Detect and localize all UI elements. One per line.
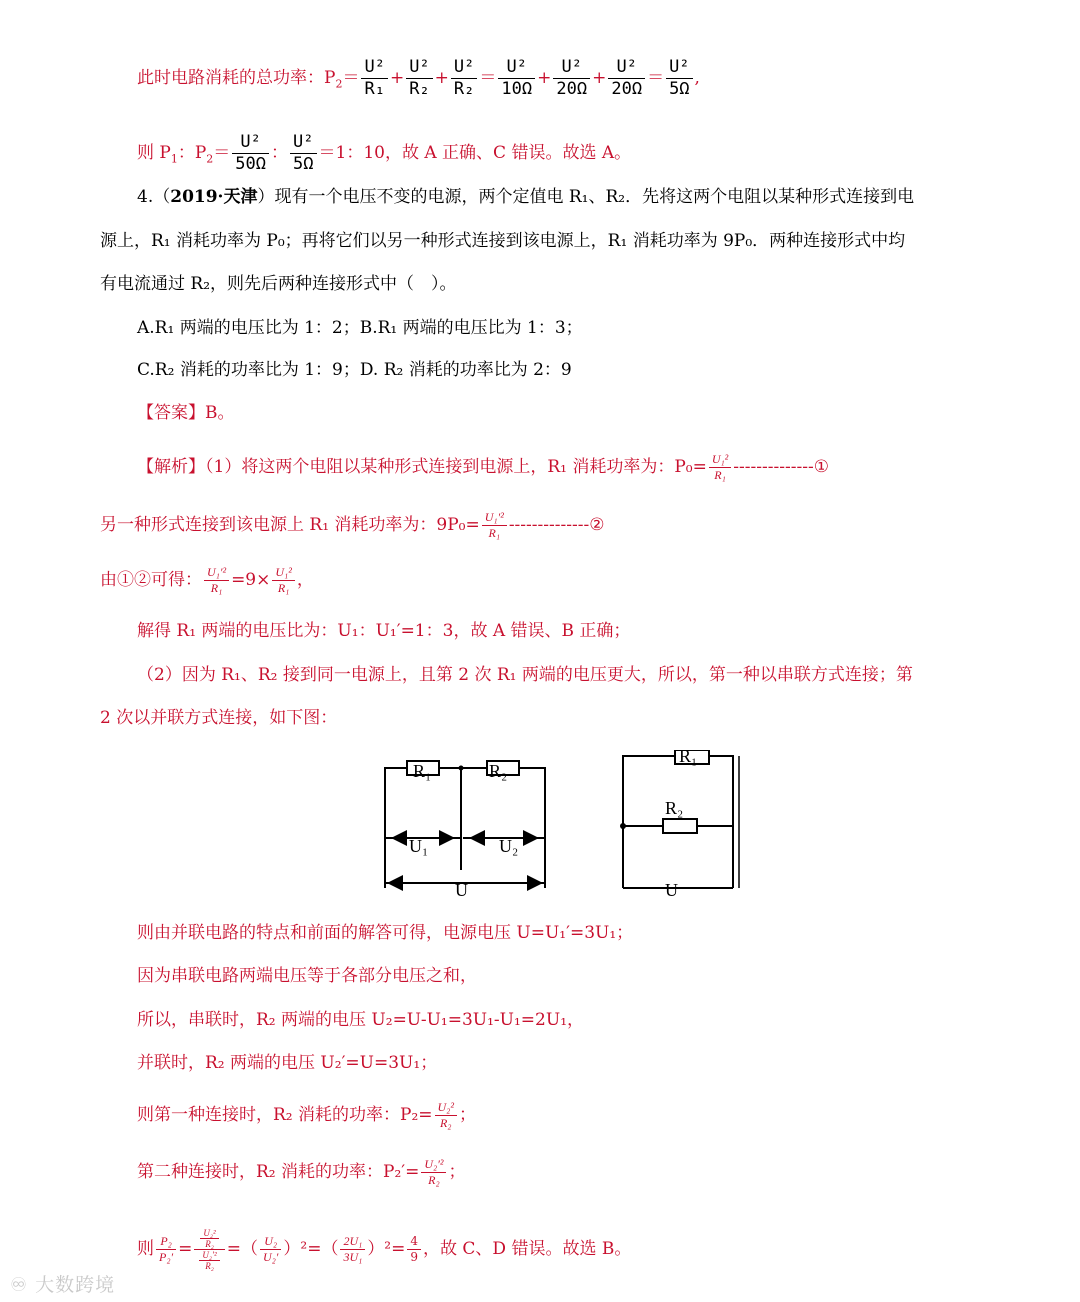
analysis-line-5: （2）因为 R₁、R₂ 接到同一电源上，且第 2 次 R₁ 两端的电压更大，所以，第一种以串联方式连接；第 (137, 665, 913, 685)
fraction: $\frac{\text{U²}}{50\Omega}$ (232, 132, 269, 175)
fraction: $\frac{\text{U₂²}}{\text{R₂}}$ (435, 1100, 457, 1131)
analysis-line-3: 由①②可得： $\frac{\text{U₁′²}}{\text{R₁}}$ =9× $\frac{\text{U₁²}}{\text{R₁}}$ ， (100, 565, 314, 595)
fraction: $\frac{\text{U²}}{\text{R₁}}$ (361, 57, 387, 100)
analysis-line-2: 另一种形式连接到该电源上 R₁ 消耗功率为：9P₀= $\frac{\text{U₁′²}}{\text{R₁}}$ --------------② (100, 510, 605, 540)
fraction: $\frac{\text{U²}}{10\Omega}$ (498, 57, 535, 100)
label-u2: U₂ (499, 836, 519, 856)
after-line-3: 所以，串联时，R₂ 两端的电压 U₂=U-U₁=3U₁-U₁=2U₁， (137, 1010, 585, 1030)
series-circuit (385, 761, 545, 888)
fraction: $\frac{\text{U²}}{\text{R₂}}$ (406, 57, 432, 100)
after-line-4: 并联时，R₂ 两端的电压 U₂′=U=3U₁； (137, 1053, 438, 1073)
fraction: $\frac{\text{P₂}}{\text{P₂′}}$ (156, 1234, 176, 1265)
after-line-7: 则 $\frac{\text{P₂}}{\text{P₂′}}$ = $\frac{\frac{\text{U₂²}}{\text{R₂}}}{\frac{\text{U₂′²}}{\text{R₂}}}$ =（ $\frac{\text{U₂}}{\text{U₂′}}$ ）²=（ $\frac{\text{2U₁}}{\text{3U₁}}$ ）²= $\frac{4}{9}$ ，故 C、D 错误。故选 B。 (137, 1228, 632, 1271)
fraction: $\frac{\text{U²}}{20\Omega}$ (553, 57, 590, 100)
watermark-logo-icon: ♾ (10, 1274, 29, 1296)
circuit-diagram (375, 750, 755, 900)
options-cd: C.R₂ 消耗的功率比为 1：9；D. R₂ 消耗的功率比为 2：9 (137, 360, 572, 380)
label-r2: R₂ (489, 761, 508, 781)
fraction: $\frac{\frac{\text{U₂²}}{\text{R₂}}}{\frac{\text{U₂′²}}{\text{R₂}}}$ (194, 1228, 224, 1271)
parallel-circuit (623, 750, 739, 888)
after-line-2: 因为串联电路两端电压等于各部分电压之和， (137, 966, 477, 986)
label-r2-parallel: R₂ (665, 798, 684, 818)
fraction: $\frac{\text{U₁′²}}{\text{R₁}}$ (204, 565, 229, 596)
fraction: $\frac{\text{U₁²}}{\text{R₁}}$ (272, 565, 294, 596)
question-source: 2019·天津 (170, 187, 258, 207)
fraction: $\frac{\text{U₁²}}{\text{R₁}}$ (709, 452, 731, 483)
power-ratio-line: 则 $P_1$：$P_2=$ $\frac{\text{U²}}{50\Omega}$ ： $\frac{\text{U²}}{5\Omega}$ ＝1：10，故 A 正确、C 错误。故选 A。 (137, 132, 632, 174)
question-line-2: 源上，R₁ 消耗功率为 P₀；再将它们以另一种形式连接到该电源上，R₁ 消耗功率为 9P₀．两种连接形式中均 (100, 231, 906, 251)
fraction: $\frac{\text{U₁′²}}{\text{R₁}}$ (482, 510, 507, 541)
fraction: $\frac{\text{U₂′²}}{\text{R₂}}$ (421, 1157, 446, 1188)
watermark: ♾ 大数跨境 (10, 1274, 116, 1296)
fraction: $\frac{4}{9}$ (407, 1234, 421, 1265)
analysis-line-1: 【解析】（1）将这两个电阻以某种形式连接到电源上，R₁ 消耗功率为：P₀= $\frac{\text{U₁²}}{\text{R₁}}$ --------------① (137, 452, 829, 482)
fraction: $\frac{\text{U²}}{5\Omega}$ (666, 57, 692, 100)
fraction: $\frac{\text{U²}}{20\Omega}$ (608, 57, 645, 100)
question-line-3: 有电流通过 R₂，则先后两种连接形式中（ ）。 (100, 274, 457, 294)
after-line-1: 则由并联电路的特点和前面的解答可得，电源电压 U=U₁′=3U₁； (137, 923, 634, 943)
fraction: $\frac{\text{2U₁}}{\text{3U₁}}$ (340, 1234, 365, 1265)
question-line-1: 4.（2019·天津）现有一个电压不变的电源，两个定值电 R₁、R₂．先将这两个电阻以某种形式连接到电 (137, 187, 915, 207)
label-u: U (455, 880, 468, 900)
analysis-line-4: 解得 R₁ 两端的电压比为：U₁：U₁′=1：3，故 A 错误、B 正确； (137, 621, 631, 641)
options-ab: A.R₁ 两端的电压比为 1：2；B.R₁ 两端的电压比为 1：3； (137, 318, 583, 338)
after-line-5: 则第一种连接时，R₂ 消耗的功率：P₂= $\frac{\text{U₂²}}{\text{R₂}}$ ； (137, 1100, 476, 1130)
analysis-line-6: 2 次以并联方式连接，如下图： (100, 708, 338, 728)
label-r1: R₁ (413, 761, 432, 781)
fraction: $\frac{\text{U₂}}{\text{U₂′}}$ (260, 1234, 281, 1265)
answer-label: 【答案】B。 (137, 403, 235, 423)
after-line-6: 第二种连接时，R₂ 消耗的功率：P₂′= $\frac{\text{U₂′²}}{\text{R₂}}$ ； (137, 1157, 466, 1187)
fraction: $\frac{\text{U²}}{5\Omega}$ (290, 132, 316, 175)
fraction: $\frac{\text{U²}}{\text{R₂}}$ (451, 57, 477, 100)
label-r1-parallel: R₁ (679, 750, 698, 766)
total-power-line: 此时电路消耗的总功率：$P_2=$ $\frac{\text{U²}}{\text{R₁}}$ + $\frac{\text{U²}}{\text{R₂}}$ + $\frac{\text{U²}}{\text{R₂}}$ ＝ $\frac{\text{U²}}{10\Omega}$ + $\frac{\text{U²}}{20\Omega}$ + $\frac{\text{U²}}{20\Omega}$ ＝ $\frac{\text{U²}}{5\Omega}$ , (137, 57, 700, 99)
label-u-parallel: U (665, 880, 678, 900)
label-u1: U₁ (409, 836, 429, 856)
